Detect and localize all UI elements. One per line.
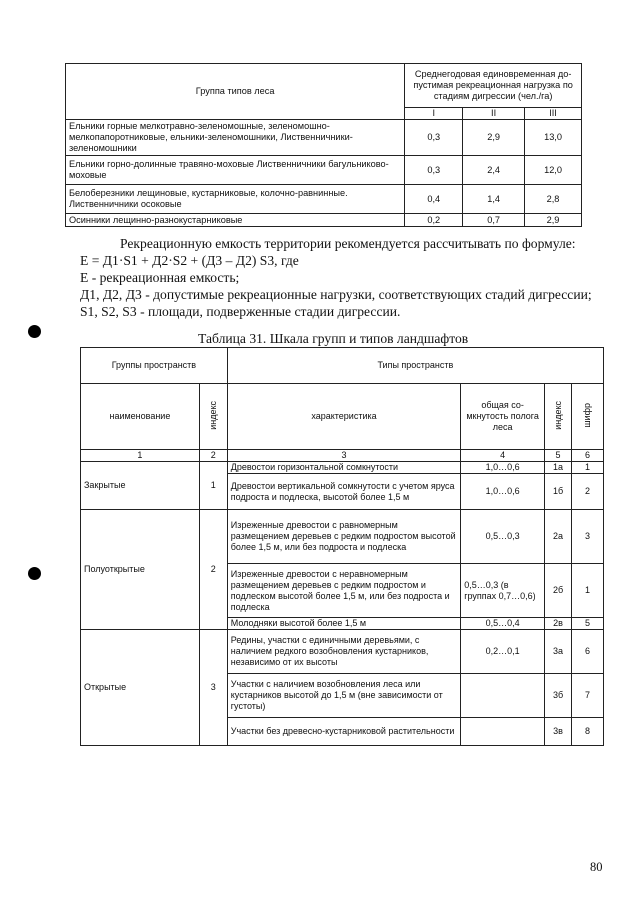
characteristic: Участки без древесно-кустарниковой растительности [227, 718, 460, 746]
col-header-load: Среднегодовая единовременная до-пустимая рекреационная нагрузка по стадиям дигрессии (чел./га) [405, 64, 582, 108]
table-caption: Таблица 31. Шкала групп и типов ландшафтов [198, 331, 469, 346]
type-code: 1 [572, 462, 604, 474]
density: 0,2…0,1 [461, 630, 545, 674]
definition-s: S1, S2, S3 - площади, подверженные стадии дигрессии. [80, 304, 401, 319]
group-index: 2 [199, 510, 227, 630]
punch-hole-2 [28, 567, 41, 580]
col-number: 6 [572, 450, 604, 462]
header-density: общая со-мкнутость полога леса [461, 384, 545, 450]
table-row [66, 120, 582, 156]
density [461, 674, 545, 718]
table-row [66, 185, 582, 214]
definition-e: E - рекреационная емкость; [80, 270, 240, 285]
load-value: 0,2 [405, 214, 463, 227]
table-row [66, 214, 582, 227]
header-index: индекс [207, 400, 218, 430]
forest-group: Ельники горные мелкотравно-зеленомошные, зеленомошно-мелкопапоротниковые, ельники-зеленомошники, Лиственничники-зеленомошники [66, 120, 405, 156]
load-value: 2,9 [463, 120, 525, 156]
group-name: Закрытые [81, 462, 200, 510]
stage-header: I [405, 108, 463, 120]
density: 1,0…0,6 [461, 462, 545, 474]
stage-header: III [525, 108, 582, 120]
type-code: 6 [572, 630, 604, 674]
density: 0,5…0,3 [461, 510, 545, 564]
header-groups: Группы пространств [81, 348, 228, 384]
type-index: 3а [545, 630, 572, 674]
type-index: 3б [545, 674, 572, 718]
table-row [81, 510, 604, 564]
col-number: 3 [227, 450, 460, 462]
type-index: 2в [545, 618, 572, 630]
type-index: 2б [545, 564, 572, 618]
type-index: 1а [545, 462, 572, 474]
punch-hole-1 [28, 325, 41, 338]
load-value: 1,4 [463, 185, 525, 214]
characteristic: Древостои вертикальной сомкнутости с учетом яруса подроста и подлеска, высотой более 1,5 м [227, 474, 460, 510]
group-name: Открытые [81, 630, 200, 746]
characteristic: Редины, участки с единичными деревьями, с наличием редкого возобновления кустарников, независимо от их высоты [227, 630, 460, 674]
load-value: 2,4 [463, 156, 525, 185]
formula: E = Д1·S1 + Д2·S2 + (Д3 – Д2) S3, где [80, 253, 299, 268]
table-row [81, 630, 604, 674]
load-value: 0,3 [405, 156, 463, 185]
col-number: 4 [461, 450, 545, 462]
group-name: Полуоткрытые [81, 510, 200, 630]
characteristic: Участки с наличием возобновления леса или кустарников высотой до 1,5 м (вне зависимости от густоты) [227, 674, 460, 718]
stage-header: II [463, 108, 525, 120]
col-header-group: Группа типов леса [66, 64, 405, 120]
header-types: Типы пространств [227, 348, 603, 384]
definition-d: Д1, Д2, Д3 - допустимые рекреационные нагрузки, соответствующих стадий дигрессии; [80, 287, 592, 302]
load-value: 0,4 [405, 185, 463, 214]
header-name: наименование [81, 384, 200, 450]
load-value: 0,7 [463, 214, 525, 227]
forest-group: Осинники лещинно-разнокустарниковые [66, 214, 405, 227]
load-value: 0,3 [405, 120, 463, 156]
characteristic: Изреженные древостои с равномерным размещением деревьев с редким подростом высотой более 1,5 м, или без подроста и подлеска [227, 510, 460, 564]
load-value: 2,9 [525, 214, 582, 227]
type-code: 1 [572, 564, 604, 618]
type-index: 2а [545, 510, 572, 564]
type-code: 3 [572, 510, 604, 564]
load-value: 2,8 [525, 185, 582, 214]
group-index: 1 [199, 462, 227, 510]
density: 1,0…0,6 [461, 474, 545, 510]
formula-intro: Рекреационную емкость территории рекомендуется рассчитывать по формуле: [120, 236, 576, 251]
load-value: 12,0 [525, 156, 582, 185]
density: 0,5…0,3 (в группах 0,7…0,6) [461, 564, 545, 618]
density [461, 718, 545, 746]
type-index: 3в [545, 718, 572, 746]
density: 0,5…0,4 [461, 618, 545, 630]
forest-group: Ельники горно-долинные травяно-моховые Лиственничники багульниково-моховые [66, 156, 405, 185]
characteristic: Древостои горизонтальной сомкнутости [227, 462, 460, 474]
type-index: 1б [545, 474, 572, 510]
page-number: 80 [590, 860, 603, 874]
type-code: 7 [572, 674, 604, 718]
col-number: 1 [81, 450, 200, 462]
recreational-load-table [65, 63, 582, 227]
header-characteristic: характеристика [227, 384, 460, 450]
load-value: 13,0 [525, 120, 582, 156]
characteristic: Изреженные древостои с неравномерным размещением деревьев с редким подростом и подлеском высотой более 1,5 м, или без подроста и подлеска [227, 564, 460, 618]
type-code: 5 [572, 618, 604, 630]
header-index-2: индекс [552, 400, 563, 430]
type-code: 8 [572, 718, 604, 746]
group-index: 3 [199, 630, 227, 746]
forest-group: Белоберезники лещиновые, кустарниковые, колочно-равнинные. Лиственничники осоковые [66, 185, 405, 214]
header-code: шифр [582, 402, 592, 428]
table-row [81, 462, 604, 474]
type-code: 2 [572, 474, 604, 510]
col-number: 2 [199, 450, 227, 462]
characteristic: Молодняки высотой более 1,5 м [227, 618, 460, 630]
col-number: 5 [545, 450, 572, 462]
landscape-types-table [80, 347, 604, 746]
table-row [66, 156, 582, 185]
